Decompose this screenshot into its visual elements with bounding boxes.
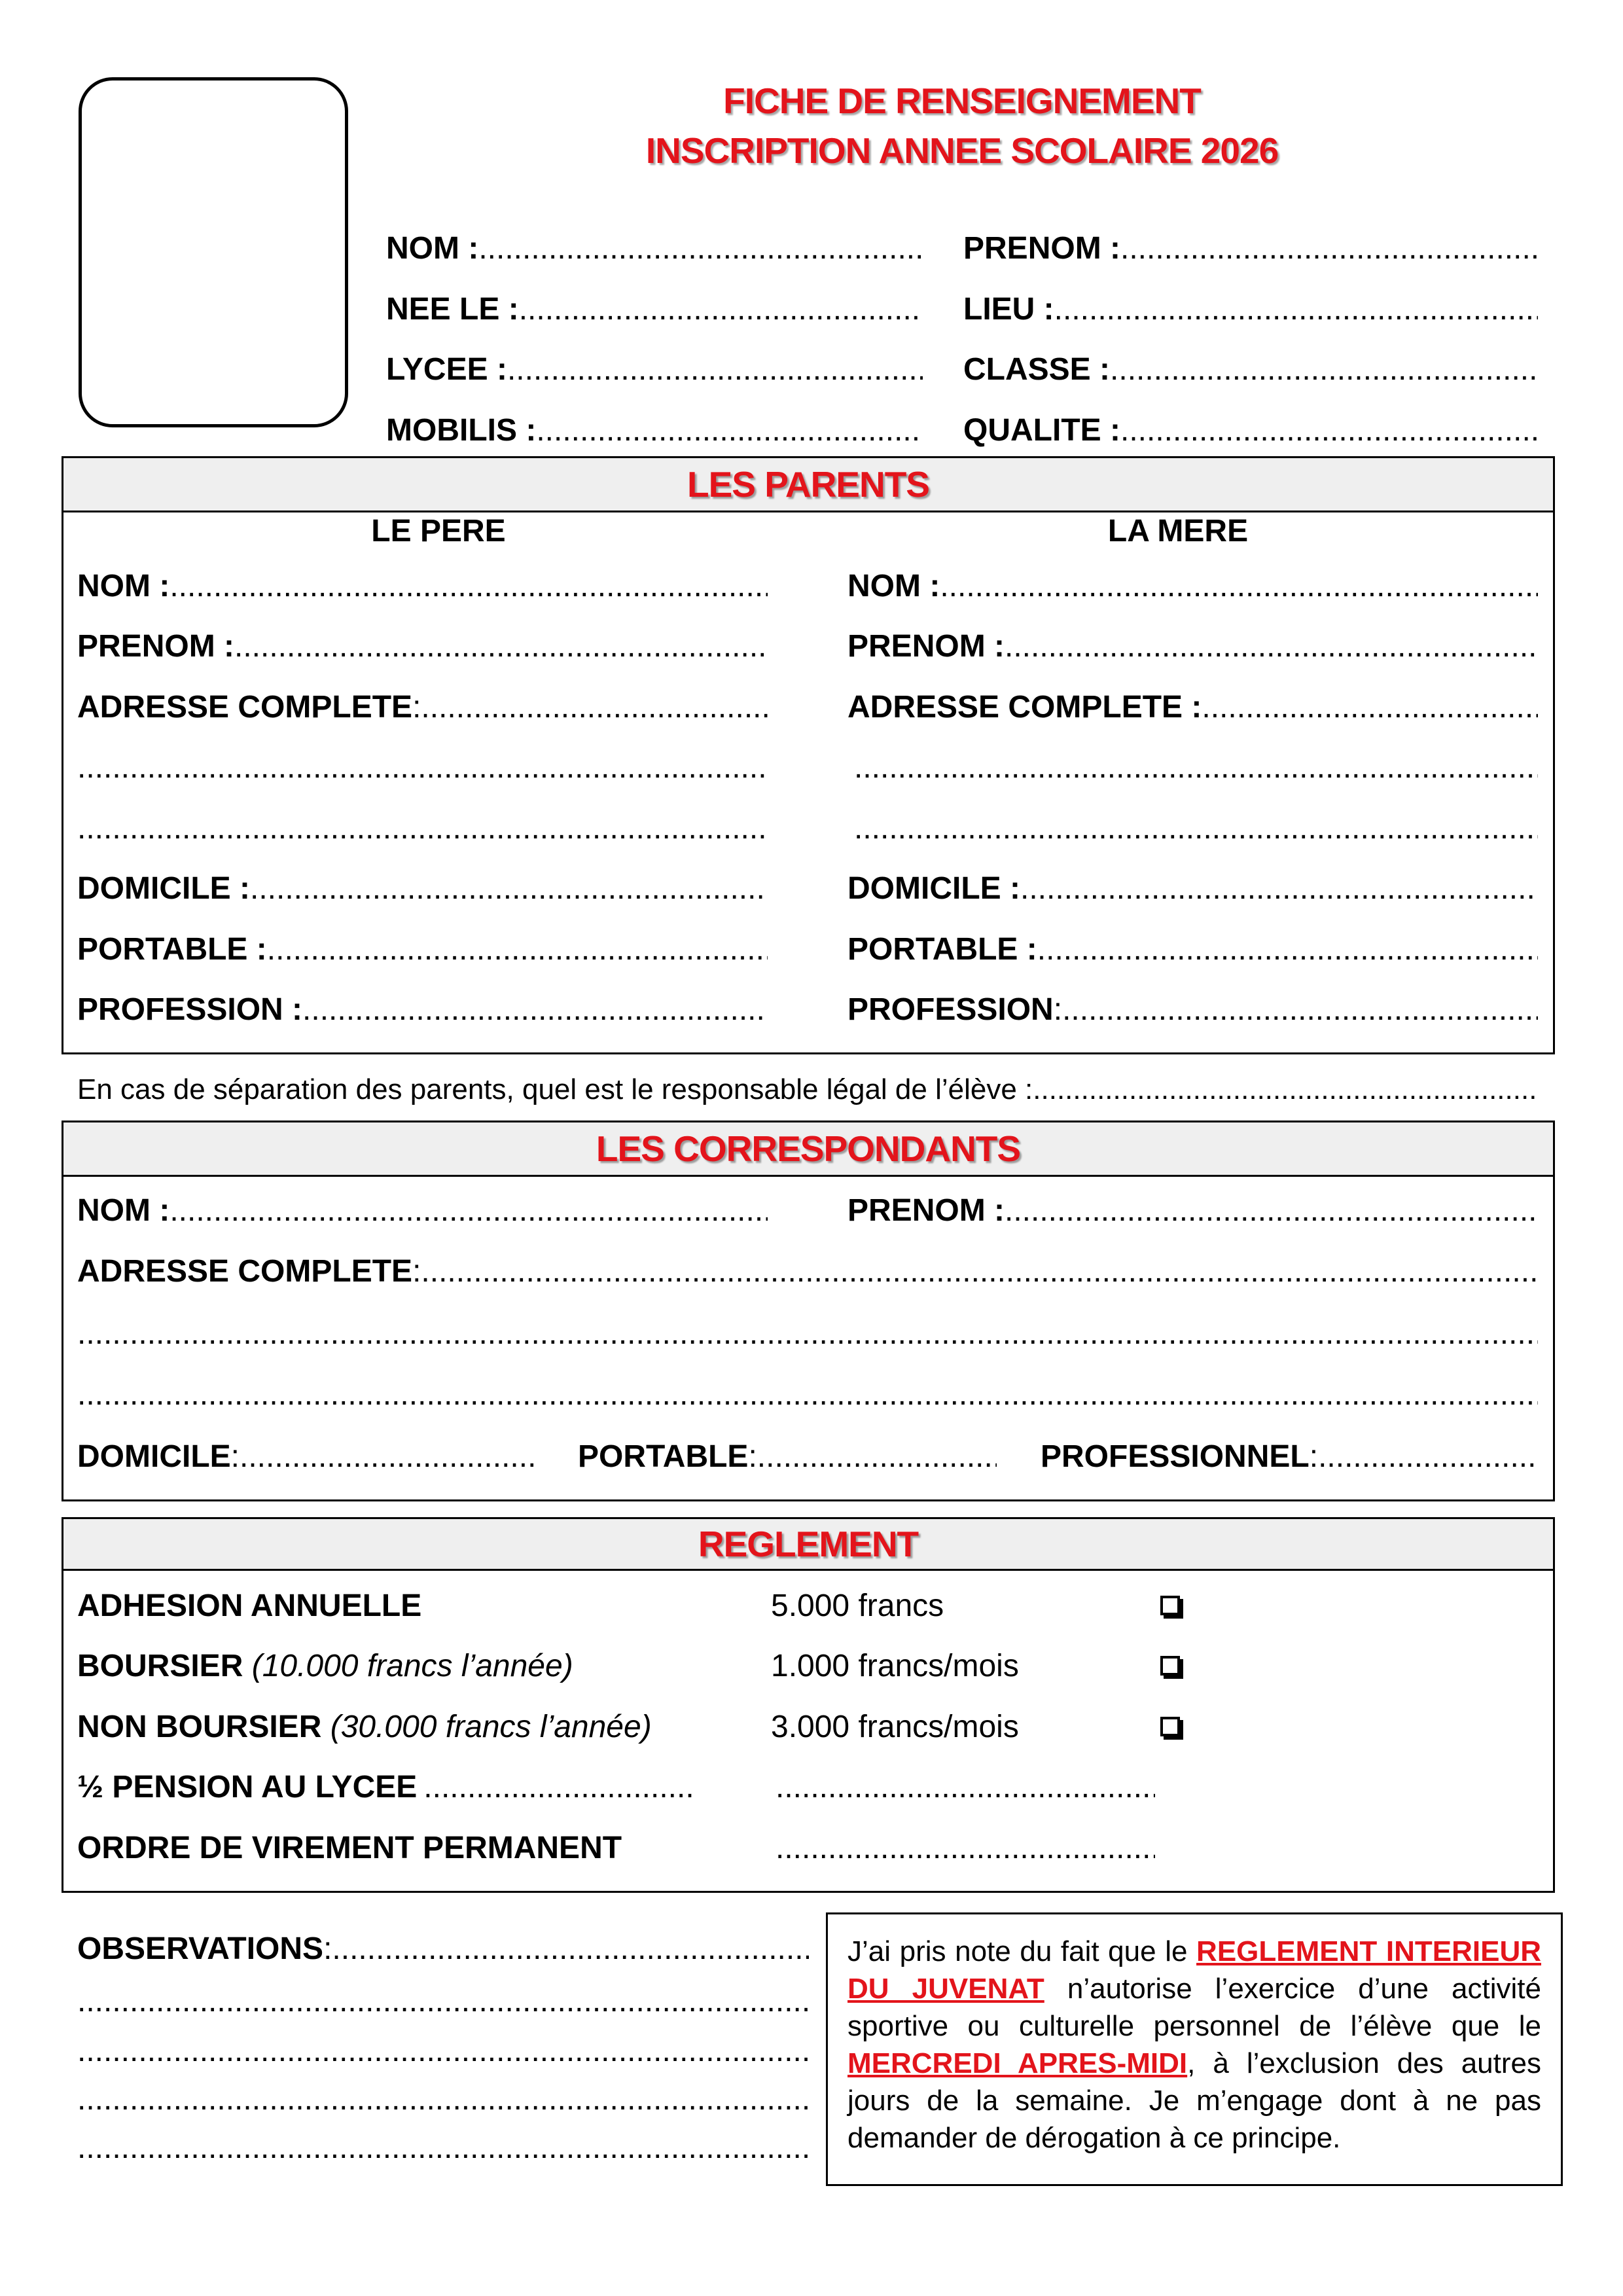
corr-prenom-field[interactable] [847,1193,1538,1229]
notice-text-2: n’autorise l’exercice d’une activité sportive ou culturelle personnel de l’élève que le [847,1973,1542,2042]
reglement-row-adhesion-amount: 5.000 francs [771,1588,944,1623]
pere-prenom-label: PRENOM : [77,629,234,664]
student-classe-field[interactable] [963,351,1538,387]
student-classe-label: CLASSE : [963,352,1111,387]
corr-prenom-label: PRENOM : [847,1193,1005,1228]
pere-profession-field[interactable] [77,992,768,1028]
reglement-row-boursier-label [77,1648,573,1684]
mere-profession-sep: : [1053,992,1063,1027]
student-lycee-label: LYCEE : [386,352,507,387]
corr-portable-label: PORTABLE [578,1439,749,1474]
student-lieu-field[interactable] [963,291,1538,327]
reglement-row-non-boursier-amount: 3.000 francs/mois [771,1710,1019,1744]
student-mobilis-label: MOBILIS : [386,413,537,448]
mere-prenom-label: PRENOM : [847,629,1005,664]
pere-heading: LE PERE [371,514,506,548]
virement-amount-line[interactable] [776,1830,1155,1868]
mere-adresse-line-3[interactable] [854,810,1538,848]
pere-adresse-line-3[interactable] [77,810,768,848]
boursier-checkbox[interactable] [1160,1656,1180,1676]
student-lycee-field[interactable] [386,351,923,387]
corr-nom-label: NOM : [77,1193,170,1228]
student-prenom-field[interactable] [963,230,1538,266]
mere-adresse-label: ADRESSE COMPLETE : [847,690,1202,725]
corr-professionnel-sep: : [1309,1439,1319,1474]
mere-adresse-line-2[interactable] [854,749,1538,787]
observations-line-5[interactable] [77,2130,809,2168]
observations-line-4[interactable] [77,2081,809,2119]
mere-domicile-field[interactable] [847,870,1538,906]
notice-text-1: J’ai pris note du fait que le [847,1935,1197,1967]
photo-box [79,77,348,427]
observations-label: OBSERVATIONS [77,1931,324,1966]
corr-adresse-line-2[interactable] [77,1316,1538,1354]
mere-portable-label: PORTABLE : [847,932,1037,967]
form-subtitle: INSCRIPTION ANNEE SCOLAIRE 2026 [645,130,1279,171]
mere-heading: LA MERE [1107,514,1249,548]
non-boursier-checkbox[interactable] [1160,1717,1180,1736]
mere-adresse-field[interactable] [847,689,1538,725]
demi-pension-field[interactable] [77,1769,692,1805]
observations-sep: : [323,1931,332,1966]
reglement-row-label: BOURSIER [77,1649,252,1683]
student-prenom-label: PRENOM : [963,231,1120,266]
mere-portable-field[interactable] [847,931,1538,967]
student-nee-le-label: NEE LE : [386,292,519,327]
corr-portable-sep: : [748,1439,757,1474]
corr-professionnel-label: PROFESSIONNEL [1041,1439,1310,1474]
correspondants-section-title: LES CORRESPONDANTS [63,1122,1553,1177]
corr-domicile-label: DOMICILE [77,1439,231,1474]
separation-question-label: En cas de séparation des parents, quel est le responsable légal de l’élève : [77,1073,1033,1105]
adhesion-checkbox[interactable] [1160,1596,1180,1615]
reglement-row-note: (10.000 francs l’année) [251,1649,573,1683]
pere-domicile-label: DOMICILE : [77,871,250,906]
student-nom-label: NOM : [386,231,479,266]
observations-field[interactable] [77,1931,809,1967]
pere-profession-label: PROFESSION : [77,992,303,1027]
student-qualite-field[interactable] [963,412,1538,448]
pere-nom-field[interactable] [77,568,768,604]
notice-mercredi-apres-midi: MERCREDI APRES-MIDI [847,2047,1188,2079]
reglement-row-label: ADHESION ANNUELLE [77,1588,422,1623]
student-nom-field[interactable] [386,230,923,266]
virement-label: ORDRE DE VIREMENT PERMANENT [77,1831,622,1865]
pere-domicile-field[interactable] [77,870,768,906]
corr-domicile-field[interactable] [77,1439,535,1475]
pere-portable-field[interactable] [77,931,768,967]
demi-pension-amount-line[interactable] [776,1769,1155,1807]
pere-adresse-sep: : [412,690,421,725]
corr-domicile-sep: : [230,1439,240,1474]
form-title: FICHE DE RENSEIGNEMENT [723,81,1201,121]
notice-du-juvenat: DU JUVENAT [847,1973,1044,2005]
notice-reglement-interieur: REGLEMENT INTERIEUR [1196,1935,1541,1967]
student-nee-le-field[interactable] [386,291,923,327]
pere-portable-label: PORTABLE : [77,932,267,967]
corr-professionnel-field[interactable] [1041,1439,1538,1475]
reglement-section-title: REGLEMENT [63,1519,1553,1571]
pere-adresse-line-2[interactable] [77,749,768,787]
corr-adresse-label: ADRESSE COMPLETE [77,1254,413,1289]
demi-pension-label: ½ PENSION AU LYCEE [77,1770,418,1804]
rules-notice-box [826,1912,1563,2186]
mere-prenom-field[interactable] [847,628,1538,664]
observations-line-3[interactable] [77,2033,809,2071]
separation-question-field[interactable] [77,1073,1538,1106]
student-lieu-label: LIEU : [963,292,1054,327]
reglement-row-note: (30.000 francs l’année) [330,1710,652,1744]
notice-text-3: , à l’exclusion des autres jours de la semaine. Je m’engage dont à ne pas demander de dérogation à ce principe. [847,2047,1542,2154]
pere-adresse-field[interactable] [77,689,768,725]
student-mobilis-field[interactable] [386,412,923,448]
corr-portable-field[interactable] [578,1439,997,1475]
parents-section-title: LES PARENTS [63,458,1553,512]
mere-nom-field[interactable] [847,568,1538,604]
observations-line-2[interactable] [77,1983,809,2021]
mere-nom-label: NOM : [847,569,940,603]
reglement-row-adhesion-label [77,1588,421,1624]
corr-adresse-sep: : [412,1254,421,1289]
corr-nom-field[interactable] [77,1193,768,1229]
reglement-row-boursier-amount: 1.000 francs/mois [771,1649,1019,1683]
mere-domicile-label: DOMICILE : [847,871,1020,906]
mere-profession-label: PROFESSION [847,992,1054,1027]
pere-prenom-field[interactable] [77,628,768,664]
pere-adresse-label: ADRESSE COMPLETE [77,690,413,725]
pere-nom-label: NOM : [77,569,170,603]
corr-adresse-field[interactable] [77,1253,1538,1289]
reglement-row-label: NON BOURSIER [77,1710,330,1744]
corr-adresse-line-3[interactable] [77,1376,1538,1414]
reglement-row-non-boursier-label [77,1709,652,1745]
student-qualite-label: QUALITE : [963,413,1120,448]
mere-profession-field[interactable] [847,992,1538,1028]
